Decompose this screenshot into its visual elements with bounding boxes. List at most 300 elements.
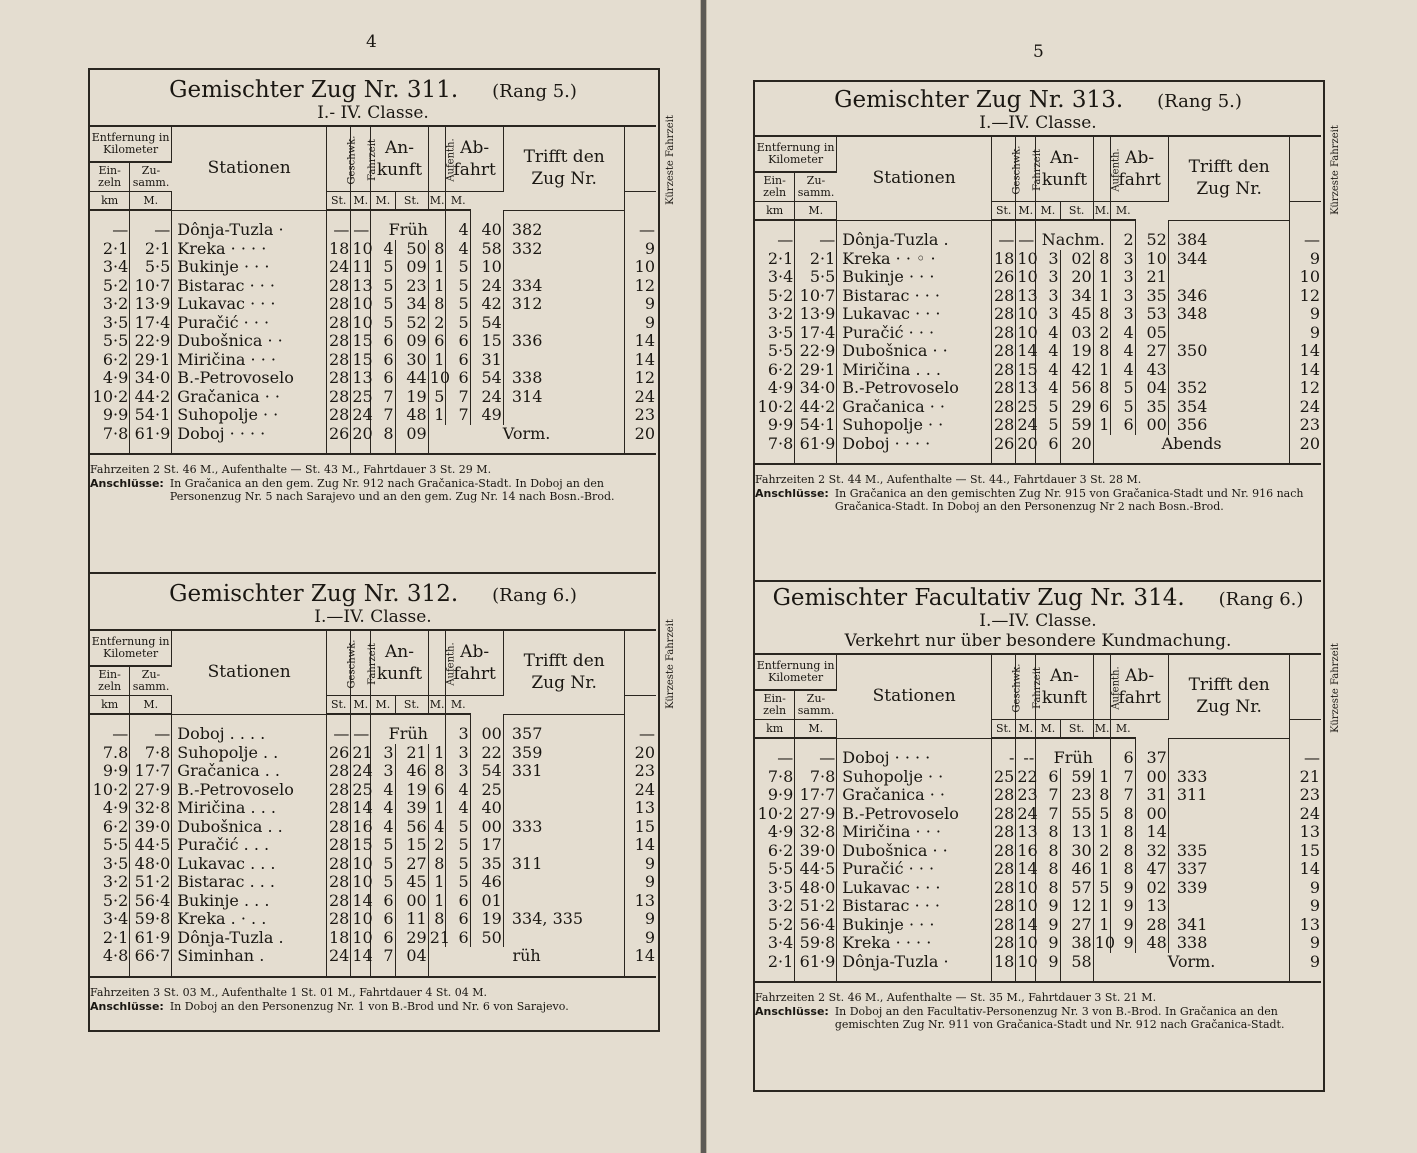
service-note: Verkehrt nur über besondere Kundmachung. <box>844 631 1232 651</box>
station-name: Puračić · · · <box>837 860 992 879</box>
table-row <box>90 929 656 948</box>
arrival-minute: 23 <box>395 277 428 296</box>
km-zusamm: 2·1 <box>795 250 837 269</box>
km-zusamm: 44·5 <box>130 836 172 855</box>
arrival-minute: 29 <box>395 929 428 948</box>
stop-time: 1 <box>428 892 446 911</box>
arrival-minute: 19 <box>395 781 428 800</box>
unit-m: M. <box>351 192 371 211</box>
departure-minute: 00 <box>470 714 503 744</box>
col-zusamm: Zu-samm. <box>130 666 172 696</box>
shortest-time: 23 <box>634 405 655 424</box>
run-time: 13 <box>1017 285 1038 305</box>
shortest-time: 13 <box>1299 822 1320 841</box>
unit-m: M. <box>1016 720 1036 739</box>
shortest-time: — <box>639 723 655 743</box>
km-zusamm: 61·9 <box>795 953 837 983</box>
col-fahrzeit-text: Fahrzeit <box>1032 666 1044 709</box>
col-stationen: Stationen <box>172 126 327 210</box>
stop-time: 6 <box>1093 398 1111 417</box>
km-zusamm: 48·0 <box>795 879 837 898</box>
shortest-time: — <box>1304 747 1320 767</box>
col-abfahrt: Ab-fahrt <box>446 630 503 696</box>
stop-time: rüh <box>428 947 625 977</box>
departure-minute: 01 <box>470 892 503 911</box>
arrival-minute: 03 <box>1060 324 1093 343</box>
connecting-train: 350 <box>1168 342 1290 361</box>
shortest-time: 20 <box>634 423 655 443</box>
run-time: 22 <box>1017 766 1038 786</box>
departure-hour: 4 <box>446 781 470 800</box>
station-name: Bukinje · · · <box>837 916 992 935</box>
station-name: Gračanica · · <box>837 398 992 417</box>
arrival-minute: 09 <box>395 258 428 277</box>
col-fahrzeit-text: Fahrzeit <box>367 642 379 685</box>
stop-time: 5 <box>1093 805 1111 824</box>
section-divider <box>90 572 656 574</box>
unit-m: M. <box>1093 202 1111 221</box>
run-time: 10 <box>352 872 373 891</box>
arrival-hour: 4 <box>371 240 395 259</box>
km-einzeln: 2·1 <box>755 250 795 269</box>
table-row <box>755 220 1321 250</box>
table-row <box>755 361 1321 380</box>
km-zusamm: 34·0 <box>795 379 837 398</box>
stop-time: 8 <box>1093 379 1111 398</box>
col-abfahrt: Ab-fahrt <box>446 126 503 192</box>
departure-hour: 6 <box>446 929 470 948</box>
unit-km: km <box>755 202 795 221</box>
col-stationen: Stationen <box>172 630 327 714</box>
km-einzeln: 5·2 <box>755 287 795 306</box>
km-einzeln: 4·9 <box>755 823 795 842</box>
arrival-hour: 4 <box>1036 379 1060 398</box>
arrival-hour: Früh <box>371 714 446 744</box>
km-zusamm: — <box>795 220 837 250</box>
connecting-train: 359 <box>503 744 625 763</box>
connections-note <box>90 477 656 503</box>
col-abfahrt: Ab-fahrt <box>1111 136 1168 202</box>
arrival-minute: 20 <box>1060 435 1093 465</box>
rank-label: (Rang 6.) <box>1218 589 1304 610</box>
km-zusamm: 61·9 <box>130 929 172 948</box>
km-einzeln: 5·2 <box>755 916 795 935</box>
arrival-hour: 8 <box>1036 860 1060 879</box>
class-label: I.—IV. Classe. <box>979 113 1097 133</box>
km-zusamm: 34·0 <box>130 369 172 388</box>
run-time: 23 <box>1017 785 1038 804</box>
table-row <box>755 934 1321 953</box>
run-time: 13 <box>352 368 373 387</box>
col-kurzeste <box>625 114 677 205</box>
connections-note <box>755 1005 1321 1031</box>
speed: 28 <box>327 873 351 892</box>
shortest-time: 9 <box>644 853 655 873</box>
arrival-hour: 7 <box>371 406 395 425</box>
connecting-train: 335 <box>1168 842 1290 861</box>
table-row <box>90 277 656 296</box>
connections-label: Anschlüsse: <box>755 487 829 500</box>
unit-st: St. <box>992 202 1016 221</box>
stop-time: 8 <box>1093 342 1111 361</box>
page-number: 4 <box>366 32 377 52</box>
left-page <box>0 0 701 1153</box>
col-ankunft: An-kunft <box>371 630 428 696</box>
unit-st: St. <box>327 192 351 211</box>
rank-label: (Rang 5.) <box>1157 91 1242 112</box>
shortest-time: 24 <box>1299 803 1320 823</box>
km-einzeln: 9·9 <box>755 786 795 805</box>
arrival-minute: 30 <box>395 351 428 370</box>
speed: 28 <box>992 342 1016 361</box>
table-row <box>90 836 656 855</box>
shortest-time: 13 <box>634 798 655 817</box>
km-zusamm: 56·4 <box>130 892 172 911</box>
run-time: 24 <box>1017 415 1038 434</box>
stop-time: 1 <box>1093 768 1111 787</box>
arrival-minute: 15 <box>395 836 428 855</box>
arrival-hour: 4 <box>1036 361 1060 380</box>
speed: 28 <box>327 332 351 351</box>
station-name: Lukavac · · · <box>837 879 992 898</box>
departure-hour: 2 <box>1111 220 1135 250</box>
station-name: Dônja-Tuzla . <box>172 929 327 948</box>
arrival-minute: 27 <box>395 855 428 874</box>
col-kurzeste-text: Kürzeste Fahrzeit <box>665 114 677 205</box>
speed: 28 <box>992 842 1016 861</box>
connecting-train <box>503 351 625 370</box>
speed: 28 <box>992 897 1016 916</box>
connecting-train <box>503 781 625 800</box>
arrival-hour: 5 <box>371 836 395 855</box>
unit-km: km <box>755 720 795 739</box>
table-row <box>90 425 656 455</box>
stop-time: 8 <box>428 910 446 929</box>
arrival-hour: 7 <box>371 947 395 977</box>
shortest-time: 9 <box>1309 951 1320 971</box>
connecting-train <box>503 258 625 277</box>
table-row <box>90 781 656 800</box>
km-einzeln: 3·4 <box>90 258 130 277</box>
col-geschwk-text: Geschwk. <box>346 639 358 688</box>
km-einzeln: 2·1 <box>755 953 795 983</box>
connecting-train: 338 <box>503 369 625 388</box>
km-einzeln: 7·8 <box>755 435 795 465</box>
km-zusamm: 27·9 <box>795 805 837 824</box>
km-einzeln: 4·8 <box>90 947 130 977</box>
connecting-train <box>503 799 625 818</box>
table-row <box>90 910 656 929</box>
travel-time-summary: Fahrzeiten 2 St. 46 M., Aufenthalte — St. 43 M., Fahrtdauer 3 St. 29 M. <box>90 463 492 476</box>
run-time: 10 <box>1017 322 1038 342</box>
run-time: 25 <box>352 386 373 406</box>
shortest-time: 9 <box>644 238 655 258</box>
km-einzeln: 3·2 <box>755 897 795 916</box>
connecting-train <box>1168 823 1290 842</box>
departure-hour: 6 <box>446 892 470 911</box>
stop-time: 8 <box>428 855 446 874</box>
km-einzeln: — <box>90 210 130 240</box>
col-zusamm: Zu-samm. <box>795 690 837 720</box>
station-name: Dubošnica · · <box>837 342 992 361</box>
arrival-hour: 9 <box>1036 934 1060 953</box>
departure-minute: 21 <box>1135 268 1168 287</box>
departure-hour: 3 <box>446 762 470 781</box>
arrival-minute: 04 <box>395 947 428 977</box>
table-row <box>90 818 656 837</box>
run-time: 14 <box>351 947 371 977</box>
speed: — <box>992 220 1016 250</box>
departure-minute: 42 <box>470 295 503 314</box>
speed: 28 <box>992 287 1016 306</box>
arrival-minute: 52 <box>395 314 428 333</box>
departure-minute: 22 <box>470 744 503 763</box>
arrival-hour: 3 <box>371 762 395 781</box>
unit-m: M. <box>130 696 172 715</box>
speed: 28 <box>327 314 351 333</box>
km-zusamm: 27·9 <box>130 781 172 800</box>
timetable-header <box>90 114 677 210</box>
station-name: Dônja-Tuzla · <box>837 953 992 983</box>
km-einzeln: 10·2 <box>90 781 130 800</box>
arrival-minute: 39 <box>395 799 428 818</box>
shortest-time: 23 <box>634 761 655 780</box>
km-einzeln: 9·9 <box>90 406 130 425</box>
speed: 24 <box>327 258 351 277</box>
run-time: 15 <box>1017 359 1038 379</box>
station-name: Bistarac . . . <box>172 873 327 892</box>
speed: 28 <box>992 379 1016 398</box>
run-time: 20 <box>351 425 371 455</box>
unit-st: St. <box>1060 202 1093 221</box>
departure-hour: 7 <box>446 388 470 407</box>
stop-time: 8 <box>1093 250 1111 269</box>
km-einzeln: 6·2 <box>90 818 130 837</box>
departure-minute: 52 <box>1135 220 1168 250</box>
col-fahrzeit-text: Fahrzeit <box>367 138 379 181</box>
km-zusamm: 39·0 <box>130 818 172 837</box>
connecting-train: 348 <box>1168 305 1290 324</box>
arrival-minute: 59 <box>1060 416 1093 435</box>
km-zusamm: — <box>130 210 172 240</box>
connecting-train: 357 <box>503 714 625 744</box>
connecting-train: 336 <box>503 332 625 351</box>
km-einzeln: 3·2 <box>755 305 795 324</box>
unit-m: M. <box>1036 202 1060 221</box>
shortest-time: 9 <box>644 909 655 928</box>
speed: 26 <box>992 268 1016 287</box>
departure-hour: 6 <box>446 351 470 370</box>
stop-time: 8 <box>428 240 446 259</box>
km-einzeln: 5·5 <box>90 332 130 351</box>
stop-time: Vorm. <box>1093 953 1290 983</box>
departure-minute: 28 <box>1135 916 1168 935</box>
departure-minute: 17 <box>470 836 503 855</box>
shortest-time: 10 <box>634 257 655 276</box>
shortest-time: 12 <box>634 368 655 387</box>
shortest-time: 15 <box>1299 840 1320 860</box>
stop-time: 1 <box>1093 361 1111 380</box>
departure-minute: 00 <box>1135 768 1168 787</box>
run-time: 25 <box>1017 396 1038 416</box>
station-name: Suhopolje . . <box>172 744 327 763</box>
speed: 28 <box>327 855 351 874</box>
connections-note <box>755 487 1321 513</box>
train-title: Gemischter Zug Nr. 312. <box>169 581 459 607</box>
shortest-time: 20 <box>634 742 655 762</box>
col-geschwk-text: Geschwk. <box>1011 145 1023 194</box>
connecting-train: 338 <box>1168 934 1290 953</box>
connecting-train <box>503 836 625 855</box>
km-zusamm: 51·2 <box>795 897 837 916</box>
arrival-hour: Nachm. <box>1036 220 1111 250</box>
unit-m: M. <box>428 696 446 715</box>
run-time: 14 <box>352 798 373 817</box>
stop-time: 10 <box>1094 933 1116 952</box>
run-time: 14 <box>1017 914 1038 934</box>
departure-minute: 50 <box>470 929 503 948</box>
col-aufenth <box>1093 136 1122 202</box>
speed: 28 <box>327 799 351 818</box>
station-name: Suhopolje · · <box>837 416 992 435</box>
connecting-train <box>503 314 625 333</box>
shortest-time: 14 <box>1299 859 1320 878</box>
table-row <box>755 250 1321 269</box>
arrival-hour: 6 <box>371 929 395 948</box>
departure-hour: 3 <box>446 744 470 763</box>
timetable-train-311 <box>90 77 677 503</box>
shortest-time: 9 <box>1309 933 1320 952</box>
shortest-time: — <box>639 219 655 239</box>
km-einzeln: 3·5 <box>755 324 795 343</box>
connecting-train: 341 <box>1168 916 1290 935</box>
km-zusamm: 66·7 <box>130 947 172 977</box>
unit-km: km <box>90 696 130 715</box>
departure-hour: 9 <box>1111 897 1135 916</box>
station-name: Suhopolje · · <box>837 768 992 787</box>
run-time: — <box>351 714 371 744</box>
connections-text: In Gračanica an den gemischten Zug Nr. 915 von Gračanica-Stadt und Nr. 916 nach Gračanica-Stadt. In Doboj an den Personenzug Nr 2 nach Bosn.-Brod. <box>834 487 1304 513</box>
arrival-hour: 3 <box>1036 287 1060 306</box>
connections-text: In Doboj an den Personenzug Nr. 1 von B.-Brod und Nr. 6 von Sarajevo. <box>169 999 569 1013</box>
col-entfernung: Entfernung in Kilometer <box>90 126 172 162</box>
departure-minute: 35 <box>1135 398 1168 417</box>
stop-time: 4 <box>428 818 446 837</box>
km-einzeln: 3·4 <box>755 934 795 953</box>
shortest-time: 15 <box>634 816 655 836</box>
speed: 28 <box>992 786 1016 805</box>
km-zusamm: 22·9 <box>130 332 172 351</box>
departure-minute: 47 <box>1135 860 1168 879</box>
km-zusamm: 39·0 <box>795 842 837 861</box>
connecting-train: 334 <box>503 277 625 296</box>
km-zusamm: 32·8 <box>795 823 837 842</box>
speed: 28 <box>992 361 1016 380</box>
speed: — <box>327 210 351 240</box>
station-name: B.-Petrovoselo <box>837 805 992 824</box>
shortest-time: 9 <box>1309 304 1320 323</box>
station-name: Puračić . . . <box>172 836 327 855</box>
table-row <box>755 897 1321 916</box>
timetable <box>755 124 1342 465</box>
departure-hour: 3 <box>446 714 470 744</box>
arrival-hour: 5 <box>371 314 395 333</box>
station-name: Dubošnica · · <box>837 842 992 861</box>
timetable-body <box>90 714 656 977</box>
speed: — <box>327 714 351 744</box>
departure-minute: 25 <box>470 781 503 800</box>
table-row <box>90 369 656 388</box>
station-name: Kreka · · · · <box>837 934 992 953</box>
station-name: Siminhan . <box>172 947 327 977</box>
run-time: — <box>351 210 371 240</box>
shortest-time: 14 <box>1299 359 1320 379</box>
stop-time: 2 <box>428 836 446 855</box>
km-zusamm: 51·2 <box>130 873 172 892</box>
table-row <box>90 799 656 818</box>
train-title-line <box>755 586 1321 612</box>
station-name: B.-Petrovoselo <box>172 369 327 388</box>
connecting-train <box>1168 805 1290 824</box>
table-row <box>90 332 656 351</box>
speed: 18 <box>992 953 1016 983</box>
run-time: 14 <box>1017 341 1038 360</box>
run-time: 24 <box>1017 803 1038 823</box>
departure-hour: 4 <box>1111 361 1135 380</box>
arrival-hour: 5 <box>1036 416 1060 435</box>
run-time: -- <box>1016 738 1036 768</box>
table-row <box>755 879 1321 898</box>
table-row <box>755 738 1321 768</box>
col-geschwk <box>992 136 1023 202</box>
unit-m: M. <box>1111 720 1135 739</box>
col-trifft: Trifft den Zug Nr. <box>503 126 625 210</box>
shortest-time: 23 <box>1299 415 1320 434</box>
run-time: — <box>1016 220 1036 250</box>
connecting-train: 334, 335 <box>503 910 625 929</box>
connecting-train: 352 <box>1168 379 1290 398</box>
shortest-time: 21 <box>1299 766 1320 786</box>
unit-m: M. <box>446 696 470 715</box>
class-label: I.—IV. Classe. <box>314 607 432 627</box>
col-einzeln: Ein-zeln <box>90 666 130 696</box>
shortest-time: 12 <box>1299 378 1320 397</box>
arrival-minute: 46 <box>395 762 428 781</box>
departure-minute: 53 <box>1135 305 1168 324</box>
arrival-minute: 23 <box>1060 786 1093 805</box>
stop-time: Abends <box>1093 435 1290 465</box>
table-row <box>755 953 1321 983</box>
stop-time: Vorm. <box>428 425 625 455</box>
arrival-minute: 38 <box>1060 934 1093 953</box>
arrival-hour: Früh <box>1036 738 1111 768</box>
shortest-time: 14 <box>634 946 655 965</box>
departure-minute: 48 <box>1135 934 1168 953</box>
km-zusamm: 17·7 <box>130 762 172 781</box>
arrival-minute: 50 <box>395 240 428 259</box>
unit-m: M. <box>1036 720 1060 739</box>
km-zusamm: 5·5 <box>130 258 172 277</box>
station-name: Bukinje · · · <box>172 258 327 277</box>
departure-minute: 43 <box>1135 361 1168 380</box>
km-einzeln: 6·2 <box>755 361 795 380</box>
page-number: 5 <box>1033 42 1044 62</box>
arrival-minute: 29 <box>1060 398 1093 417</box>
arrival-hour: 6 <box>371 892 395 911</box>
speed: 25 <box>992 768 1016 787</box>
unit-m: M. <box>351 696 371 715</box>
departure-hour: 5 <box>446 258 470 277</box>
